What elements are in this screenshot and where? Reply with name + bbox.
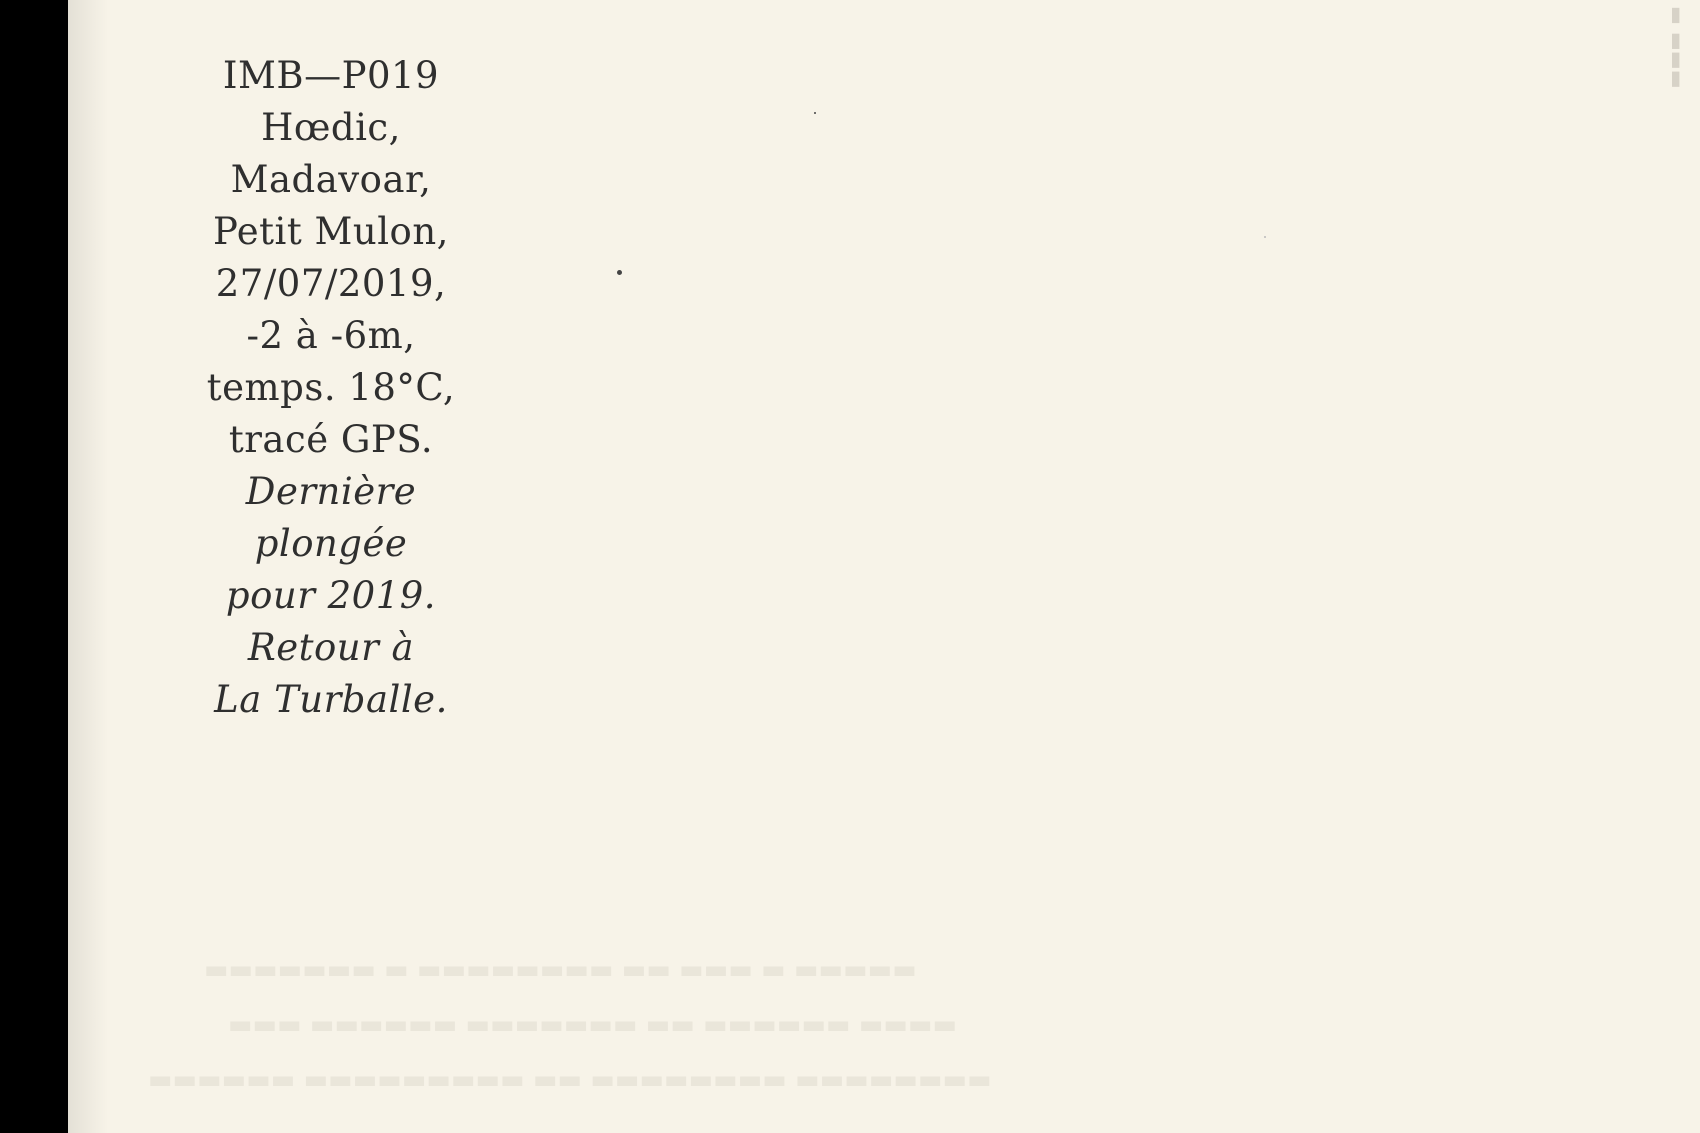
note-italic-line-4: Retour à [247, 626, 415, 669]
bleed-through-text: ▬▬▬▬▬ ▬ ▬▬▬ ▬▬ ▬▬▬▬▬▬▬▬ ▬ ▬▬▬▬▬▬▬ [204, 955, 917, 985]
ink-speck [1264, 236, 1266, 238]
note-italic-line-3: pour 2019. [225, 574, 437, 617]
note-line-temperature: temps. 18°C, [206, 366, 456, 409]
bleed-through-text: ▬▬▬▬▬▬▬▬ ▬▬▬▬▬▬▬▬ ▬▬ ▬▬▬▬▬▬▬▬▬ ▬▬▬▬▬▬ [148, 1065, 992, 1095]
spine-shadow [68, 0, 108, 1133]
ink-speck [617, 270, 622, 275]
note-italic-line-2: plongée [254, 522, 408, 565]
note-line-reference: IMB—P019 [222, 54, 440, 97]
note-line-gps: tracé GPS. [228, 418, 434, 461]
note-line-location-1: Hœdic, [261, 106, 401, 149]
bleed-through-text: ▬▬▬▬ ▬▬▬▬▬▬ ▬▬ ▬▬▬▬▬▬▬ ▬▬▬▬▬▬ ▬▬▬ [228, 1010, 958, 1040]
edge-bleed-mark: ▬▬▬ ▬ [1666, 6, 1690, 89]
note-italic-line-5: La Turballe. [214, 678, 448, 721]
note-italic-line-1: Dernière [245, 470, 417, 513]
note-line-location-3: Petit Mulon, [213, 210, 449, 253]
paper-page [68, 0, 1700, 1133]
note-line-location-2: Madavoar, [230, 158, 432, 201]
note-line-depth: -2 à -6m, [246, 314, 416, 357]
ink-speck [814, 112, 816, 114]
stamped-note [188, 50, 474, 726]
note-line-date: 27/07/2019, [215, 262, 447, 305]
